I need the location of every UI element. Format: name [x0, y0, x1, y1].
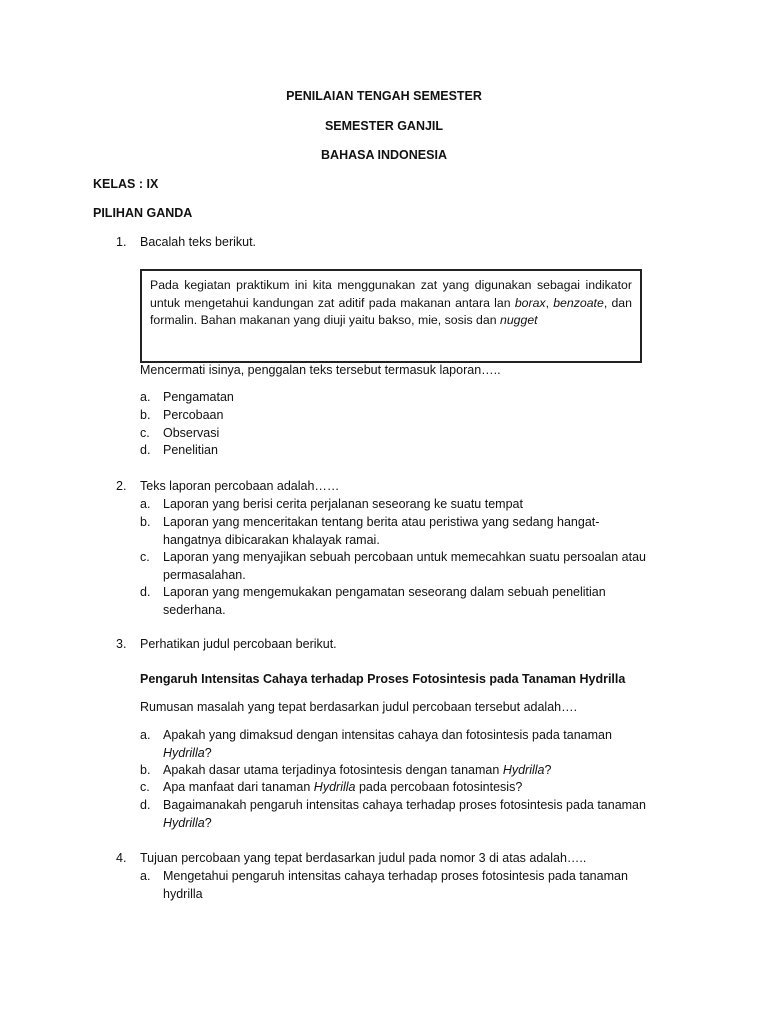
- question-prompt: Perhatikan judul percobaan berikut.: [140, 637, 337, 651]
- experiment-title: Pengaruh Intensitas Cahaya terhadap Proses Fotosintesis pada Tanaman Hydrilla: [140, 672, 626, 686]
- box-text-nugget: nugget: [499, 313, 538, 327]
- option-letter: d.: [140, 585, 151, 599]
- question-prompt: Bacalah teks berikut.: [140, 235, 257, 249]
- option-italic: Hydrilla: [502, 763, 545, 777]
- option-line-2: hangatnya dibicarakan khalayak ramai.: [163, 532, 380, 547]
- question-number: 1.: [116, 235, 127, 249]
- option-line-1: Laporan yang menyajikan sebuah percobaan untuk memecahkan suatu persoalan atau: [163, 550, 646, 564]
- reading-text-box: [140, 269, 642, 363]
- option-letter: a.: [140, 728, 151, 742]
- option-after: pada percobaan fotosintesis?: [355, 780, 523, 794]
- question-number: 3.: [116, 637, 127, 651]
- option-before: Apakah dasar utama terjadinya fotosintesis dengan tanaman: [163, 763, 503, 777]
- exam-title: PENILAIAN TENGAH SEMESTER: [286, 89, 482, 103]
- option-line-1: Laporan yang menceritakan tentang berita atau peristiwa yang sedang hangat-: [163, 515, 600, 529]
- option-after: ?: [544, 763, 552, 777]
- question-number: 2.: [116, 479, 127, 493]
- box-text-benzoate: benzoate: [553, 295, 604, 310]
- option-text: Pengamatan: [163, 390, 234, 404]
- option-letter: b.: [140, 515, 151, 529]
- option-before: Apa manfaat dari tanaman: [163, 780, 314, 794]
- option-italic: Hydrilla: [163, 815, 205, 830]
- option-line-2: sederhana.: [163, 602, 226, 617]
- question-prompt: Teks laporan percobaan adalah……: [140, 479, 340, 493]
- option-letter: a.: [140, 869, 151, 883]
- option-line-1: Apakah yang dimaksud dengan intensitas cahaya dan fotosintesis pada tanaman: [163, 728, 612, 742]
- box-text-part2: , dan formalin. Bahan makanan yang diuji yaitu bakso, mie, sosis dan: [150, 295, 632, 327]
- question-3-stem: Rumusan masalah yang tepat berdasarkan judul percobaan tersebut adalah….: [140, 700, 578, 714]
- option-line-1: Laporan yang mengemukakan pengamatan seseorang dalam sebuah penelitian: [163, 585, 606, 599]
- subject-label: BAHASA INDONESIA: [321, 148, 447, 162]
- option-text: [163, 762, 673, 780]
- option-text: [163, 514, 673, 549]
- option-letter: d.: [140, 798, 151, 812]
- option-text: Percobaan: [163, 408, 224, 422]
- question-number: 4.: [116, 851, 127, 865]
- option-letter: a.: [140, 497, 151, 511]
- option-text: [163, 779, 673, 797]
- option-text: [163, 727, 673, 762]
- option-after: ?: [204, 745, 212, 760]
- option-letter: a.: [140, 390, 151, 404]
- option-letter: d.: [140, 443, 151, 457]
- option-text: Laporan yang berisi cerita perjalanan seseorang ke suatu tempat: [163, 497, 523, 511]
- box-text-part1: Pada kegiatan praktikum ini kita menggunakan zat yang digunakan sebagai indikator untuk mengetahui kandungan zat aditif pada makanan antara lan: [150, 278, 632, 310]
- option-letter: c.: [140, 550, 150, 564]
- class-label: KELAS : IX: [93, 177, 159, 191]
- option-after: ?: [204, 815, 212, 830]
- option-italic: Hydrilla: [163, 745, 205, 760]
- option-line-1: Bagaimanakah pengaruh intensitas cahaya terhadap proses fotosintesis pada tanaman: [163, 798, 646, 812]
- option-text: [163, 868, 673, 903]
- option-italic: Hydrilla: [313, 780, 356, 794]
- option-line-1: Mengetahui pengaruh intensitas cahaya terhadap proses fotosintesis pada tanaman: [163, 869, 628, 883]
- option-text: [163, 797, 673, 832]
- option-line-2: permasalahan.: [163, 567, 246, 582]
- box-text-comma: ,: [545, 295, 554, 310]
- option-letter: c.: [140, 426, 150, 440]
- section-heading: PILIHAN GANDA: [93, 206, 193, 220]
- box-text-borax: borax: [514, 295, 546, 310]
- option-letter: c.: [140, 780, 150, 794]
- option-text: [163, 584, 673, 619]
- option-line-2: hydrilla: [163, 886, 203, 901]
- option-letter: b.: [140, 408, 151, 422]
- option-text: [163, 549, 673, 584]
- option-text: Penelitian: [163, 443, 218, 457]
- semester-label: SEMESTER GANJIL: [324, 119, 444, 133]
- question-prompt: Tujuan percobaan yang tepat berdasarkan judul pada nomor 3 di atas adalah…..: [140, 851, 587, 865]
- option-text: Observasi: [163, 426, 220, 440]
- question-1-stem: Mencermati isinya, penggalan teks tersebut termasuk laporan…..: [140, 363, 501, 377]
- option-letter: b.: [140, 763, 151, 777]
